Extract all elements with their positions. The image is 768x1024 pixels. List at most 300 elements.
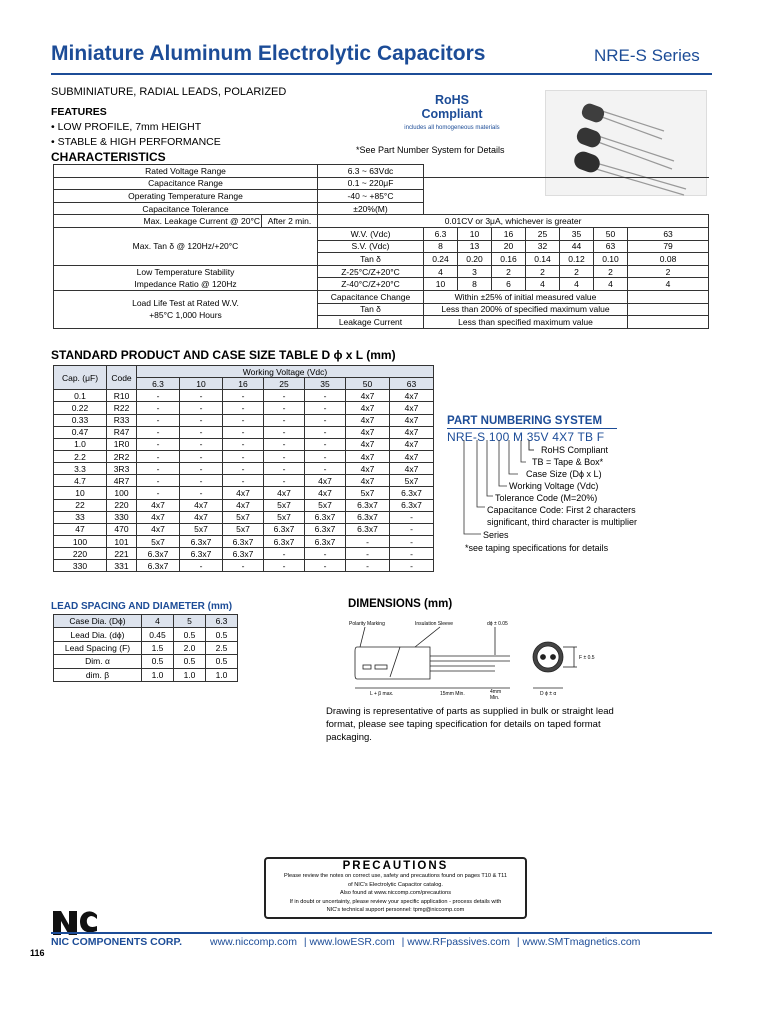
table-cell: -: [390, 511, 434, 523]
table-row: [54, 615, 238, 628]
table-cell: -: [180, 487, 223, 499]
table-cell: Capacitance Change: [318, 290, 424, 303]
standard-product-table: [53, 365, 434, 572]
table-row: [54, 487, 434, 499]
table-cell: dim. β: [54, 668, 142, 681]
table-cell: -: [264, 475, 305, 487]
voltage-header: 6.3: [137, 378, 180, 390]
table-cell: R33: [107, 414, 137, 426]
table-cell: 4x7: [390, 402, 434, 414]
table-cell: 6.3x7: [390, 487, 434, 499]
table-cell: Lead Dia. (dϕ): [54, 628, 142, 641]
table-cell: -: [180, 438, 223, 450]
table-cell: 2.0: [174, 641, 206, 654]
table-cell: 5x7: [346, 487, 390, 499]
table-row: [54, 668, 238, 681]
pn-label-packaging: TB = Tape & Box*: [532, 457, 604, 467]
table-cell: 0.24: [424, 253, 458, 266]
capacitor-body: [355, 647, 430, 679]
label-4mm-min: Min.: [490, 695, 500, 701]
table-cell: 2R2: [107, 450, 137, 462]
table-cell: 5x7: [223, 523, 264, 535]
table-row: [54, 641, 238, 654]
feature-item: • STABLE & HIGH PERFORMANCE: [51, 136, 221, 148]
table-cell: 35: [560, 227, 594, 240]
spec-label: Capacitance Range: [54, 177, 318, 190]
standard-table-heading: STANDARD PRODUCT AND CASE SIZE TABLE D ϕ x L (mm): [51, 348, 396, 362]
spec-value: 6.3 ~ 63Vdc: [318, 165, 424, 178]
table-cell: 330: [54, 560, 107, 572]
table-cell: 0.33: [54, 414, 107, 426]
table-cell: 63: [594, 240, 628, 253]
table-cell: -: [180, 475, 223, 487]
table-cell: Leakage Current: [318, 316, 424, 329]
voltage-header: 50: [346, 378, 390, 390]
table-row: [54, 290, 709, 303]
table-cell: 8: [424, 240, 458, 253]
label-lead-dia: dϕ ± 0.05: [487, 621, 508, 627]
table-cell: 5x7: [264, 499, 305, 511]
table-cell: 4x7: [346, 463, 390, 475]
table-cell: 4: [142, 615, 174, 628]
table-row: [54, 450, 434, 462]
table-cell: 4x7: [346, 414, 390, 426]
dimensions-note: Drawing is representative of parts as supplied in bulk or straight lead format, please see taping specification for details on taped format packaging.: [326, 706, 614, 743]
table-cell: 0.08: [628, 253, 709, 266]
table-cell: -: [305, 450, 346, 462]
table-cell: 4x7: [137, 511, 180, 523]
table-cell: 22: [54, 499, 107, 511]
table-cell: 6.3x7: [137, 548, 180, 560]
spec-label: Max. Leakage Current @ 20°C: [54, 215, 262, 228]
part-numbering-heading: PART NUMBERING SYSTEM: [447, 415, 603, 427]
table-cell: 4x7: [346, 426, 390, 438]
table-cell: 4.7: [54, 475, 107, 487]
table-cell: 6.3x7: [346, 523, 390, 535]
table-cell: Case Dia. (Dϕ): [54, 615, 142, 628]
table-cell: -: [305, 390, 346, 402]
spec-label: [54, 290, 318, 328]
pn-label-voltage: Working Voltage (Vdc): [509, 481, 599, 491]
table-cell: 4: [526, 278, 560, 291]
table-cell: -: [223, 450, 264, 462]
pn-label-case-size: Case Size (Dϕ x L): [526, 469, 602, 479]
pn-note: *see taping specifications for details: [465, 543, 609, 553]
characteristics-heading: CHARACTERISTICS: [51, 150, 166, 164]
pn-label-rohs: RoHS Compliant: [541, 445, 609, 455]
subtitle: SUBMINIATURE, RADIAL LEADS, POLARIZED: [51, 86, 287, 98]
table-cell: -: [137, 438, 180, 450]
spec-label-line: Impedance Ratio @ 120Hz: [134, 278, 237, 289]
table-cell: 79: [628, 240, 709, 253]
table-cell: [628, 316, 709, 329]
table-cell: Tan δ: [318, 253, 424, 266]
precautions-box: [264, 857, 527, 919]
table-cell: Z-40°C/Z+20°C: [318, 278, 424, 291]
table-row: [54, 499, 434, 511]
table-cell: -: [264, 548, 305, 560]
table-cell: 0.5: [174, 628, 206, 641]
table-row: [54, 202, 709, 215]
table-cell: 4: [594, 278, 628, 291]
table-cell: 25: [526, 227, 560, 240]
table-cell: S.V. (Vdc): [318, 240, 424, 253]
table-cell: 4x7: [346, 402, 390, 414]
pn-label-capacitance: Capacitance Code: First 2 characters: [487, 505, 636, 515]
table-cell: -: [137, 475, 180, 487]
table-cell: 6: [492, 278, 526, 291]
link-smtmagnetics[interactable]: | www.SMTmagnetics.com: [516, 936, 641, 948]
table-cell: 4x7: [346, 438, 390, 450]
table-cell: 6.3x7: [180, 548, 223, 560]
table-cell: 6.3x7: [305, 523, 346, 535]
table-cell: -: [223, 560, 264, 572]
voltage-header: 25: [264, 378, 305, 390]
table-cell: -: [346, 535, 390, 547]
pn-label-series: Series: [483, 530, 509, 540]
dimension-drawing: [345, 615, 595, 705]
table-cell: 0.5: [206, 655, 238, 668]
precautions-line: of NIC's Electrolytic Capacitor catalog.: [348, 881, 443, 888]
table-cell: -: [137, 426, 180, 438]
spec-label: Capacitance Tolerance: [54, 202, 318, 215]
table-cell: 6.3x7: [223, 548, 264, 560]
lead-spacing-heading: LEAD SPACING AND DIAMETER (mm): [51, 601, 233, 612]
table-cell: 331: [107, 560, 137, 572]
table-row: [54, 438, 434, 450]
table-cell: 47: [54, 523, 107, 535]
label-15mm: 15mm Min.: [440, 691, 465, 697]
table-cell: 4: [560, 278, 594, 291]
table-cell: 10: [424, 278, 458, 291]
table-cell: 5x7: [137, 535, 180, 547]
table-cell: -: [180, 414, 223, 426]
table-cell: 6.3x7: [137, 560, 180, 572]
table-cell: -: [264, 560, 305, 572]
table-cell: -: [137, 487, 180, 499]
table-cell: 2: [560, 265, 594, 278]
company-name: NIC COMPONENTS CORP.: [51, 936, 183, 948]
table-header-row: [54, 366, 434, 378]
table-cell: -: [180, 450, 223, 462]
spec-label-line: +85°C 1,000 Hours: [149, 310, 222, 321]
spec-label: After 2 min.: [262, 215, 318, 228]
table-cell: -: [390, 523, 434, 535]
precautions-title: PRECAUTIONS: [342, 860, 449, 872]
table-cell: 63: [628, 227, 709, 240]
table-cell: 0.14: [526, 253, 560, 266]
table-cell: 5: [174, 615, 206, 628]
table-cell: 13: [458, 240, 492, 253]
table-cell: 1.0: [206, 668, 238, 681]
table-cell: 5x7: [264, 511, 305, 523]
table-cell: 3R3: [107, 463, 137, 475]
table-cell: 220: [54, 548, 107, 560]
table-cell: 3: [458, 265, 492, 278]
link-rfpassives[interactable]: | www.RFpassives.com: [401, 936, 510, 948]
table-row: [54, 655, 238, 668]
spec-value: -40 ~ +85°C: [318, 190, 424, 203]
table-cell: 6.3x7: [390, 499, 434, 511]
feature-item: • LOW PROFILE, 7mm HEIGHT: [51, 121, 202, 133]
rohs-line2: Compliant: [421, 107, 483, 121]
table-cell: R10: [107, 390, 137, 402]
wv-header: Working Voltage (Vdc): [137, 366, 434, 378]
table-cell: Z-25°C/Z+20°C: [318, 265, 424, 278]
table-cell: 0.5: [206, 628, 238, 641]
table-cell: -: [180, 390, 223, 402]
table-row: [54, 511, 434, 523]
table-row: [54, 535, 434, 547]
rohs-note: *See Part Number System for Details: [356, 145, 505, 155]
table-cell: 4: [628, 278, 709, 291]
table-cell: 6.3: [206, 615, 238, 628]
table-row: [54, 402, 434, 414]
table-row: [54, 215, 709, 228]
table-cell: 4: [424, 265, 458, 278]
table-cell: 44: [560, 240, 594, 253]
table-cell: 1.0: [54, 438, 107, 450]
table-cell: 6.3: [424, 227, 458, 240]
table-cell: Within ±25% of initial measured value: [424, 290, 628, 303]
table-cell: R22: [107, 402, 137, 414]
table-cell: 6.3x7: [305, 535, 346, 547]
table-cell: 3.3: [54, 463, 107, 475]
precautions-line: Also found at www.niccomp.com/precautions: [340, 890, 451, 897]
table-cell: -: [137, 390, 180, 402]
table-cell: -: [264, 390, 305, 402]
table-cell: 32: [526, 240, 560, 253]
voltage-header: 63: [390, 378, 434, 390]
table-cell: -: [223, 390, 264, 402]
table-cell: W.V. (Vdc): [318, 227, 424, 240]
pn-label-tolerance: Tolerance Code (M=20%): [495, 493, 598, 503]
table-cell: [628, 303, 709, 316]
table-cell: 0.22: [54, 402, 107, 414]
spec-label: Max. Tan δ @ 120Hz/+20°C: [54, 227, 318, 265]
table-cell: 2: [492, 265, 526, 278]
table-cell: Dim. α: [54, 655, 142, 668]
table-cell: Tan δ: [318, 303, 424, 316]
table-cell: 6.3x7: [305, 511, 346, 523]
table-cell: 5x7: [223, 511, 264, 523]
table-cell: -: [264, 402, 305, 414]
table-cell: -: [305, 548, 346, 560]
table-cell: -: [305, 438, 346, 450]
table-cell: 100: [107, 487, 137, 499]
table-row: [54, 165, 709, 178]
footer-links: [210, 936, 644, 948]
table-cell: -: [264, 450, 305, 462]
table-cell: 0.20: [458, 253, 492, 266]
table-cell: Lead Spacing (F): [54, 641, 142, 654]
table-cell: 5x7: [390, 475, 434, 487]
table-cell: 4x7: [390, 450, 434, 462]
table-cell: 4x7: [390, 390, 434, 402]
table-cell: 5x7: [305, 499, 346, 511]
lead-spacing-body: [54, 615, 238, 682]
table-row: [54, 548, 434, 560]
table-cell: 6.3x7: [264, 523, 305, 535]
table-cell: -: [305, 560, 346, 572]
table-cell: 2.5: [206, 641, 238, 654]
table-cell: 4x7: [305, 475, 346, 487]
rohs-badge: [372, 93, 532, 135]
table-cell: -: [305, 463, 346, 475]
table-cell: 6.3x7: [180, 535, 223, 547]
link-niccomp[interactable]: www.niccomp.com: [210, 936, 297, 948]
table-cell: -: [390, 548, 434, 560]
table-cell: 2: [526, 265, 560, 278]
part-number-example: NRE-S 100 M 35V 4X7 TB F: [447, 430, 605, 444]
table-cell: 0.1: [54, 390, 107, 402]
table-cell: 220: [107, 499, 137, 511]
table-cell: -: [264, 463, 305, 475]
series-name: NRE-S Series: [594, 46, 700, 65]
table-cell: 101: [107, 535, 137, 547]
dimensions-heading: DIMENSIONS (mm): [348, 598, 453, 610]
table-cell: 4x7: [137, 499, 180, 511]
voltage-header: 10: [180, 378, 223, 390]
label-d: D ϕ ± α: [540, 691, 557, 697]
page-title: Miniature Aluminum Electrolytic Capacitors: [51, 42, 486, 65]
table-cell: -: [223, 463, 264, 475]
label-f: F ± 0.5: [579, 655, 595, 661]
table-cell: 1.5: [142, 641, 174, 654]
standard-table-body: [54, 390, 434, 572]
voltage-header: 16: [223, 378, 264, 390]
table-cell: 2: [628, 265, 709, 278]
label-polarity: Polarity Marking: [349, 621, 385, 627]
table-row: [54, 177, 709, 190]
table-cell: [628, 290, 709, 303]
table-row: [54, 628, 238, 641]
table-cell: 4x7: [180, 511, 223, 523]
table-row: [54, 463, 434, 475]
label-4mm: 4mm: [490, 689, 502, 695]
table-cell: -: [137, 450, 180, 462]
table-cell: 16: [492, 227, 526, 240]
spec-label-line: Load Life Test at Rated W.V.: [132, 298, 239, 309]
table-cell: 100: [54, 535, 107, 547]
table-row: [54, 265, 709, 278]
spec-label-line: Low Temperature Stability: [136, 266, 235, 277]
table-row: [54, 560, 434, 572]
table-cell: R47: [107, 426, 137, 438]
table-cell: -: [223, 414, 264, 426]
table-cell: -: [180, 560, 223, 572]
table-cell: -: [180, 402, 223, 414]
table-cell: -: [346, 560, 390, 572]
lead-spacing-table: [53, 614, 238, 682]
footer-rule: [51, 932, 712, 934]
header-rule: [51, 73, 712, 75]
table-row: [54, 523, 434, 535]
rohs-line1: RoHS: [434, 93, 470, 107]
table-cell: 4x7: [390, 438, 434, 450]
table-cell: 20: [492, 240, 526, 253]
label-l: L + β max.: [370, 691, 394, 697]
table-cell: Less than specified maximum value: [424, 316, 628, 329]
table-cell: -: [223, 426, 264, 438]
precautions-line: If in doubt or uncertainty, please review your specific application - process details with: [289, 898, 502, 905]
table-cell: 221: [107, 548, 137, 560]
table-cell: 4x7: [180, 499, 223, 511]
rohs-line3: includes all homogeneous materials: [404, 125, 500, 131]
table-cell: -: [305, 402, 346, 414]
features-heading: FEATURES: [51, 106, 107, 118]
table-cell: 330: [107, 511, 137, 523]
table-cell: -: [180, 426, 223, 438]
table-cell: -: [305, 426, 346, 438]
table-cell: 2.2: [54, 450, 107, 462]
pn-label-capacitance-2: significant, third character is multiplier: [487, 517, 638, 527]
table-cell: 2: [594, 265, 628, 278]
table-cell: Less than 200% of specified maximum value: [424, 303, 628, 316]
page-number: 116: [30, 948, 45, 958]
table-cell: 470: [107, 523, 137, 535]
table-cell: 0.16: [492, 253, 526, 266]
link-lowesr[interactable]: | www.lowESR.com: [303, 936, 395, 948]
table-cell: -: [346, 548, 390, 560]
table-cell: -: [390, 560, 434, 572]
table-cell: -: [264, 426, 305, 438]
table-cell: 0.10: [594, 253, 628, 266]
table-cell: 0.5: [174, 655, 206, 668]
table-cell: 6.3x7: [264, 535, 305, 547]
table-cell: 6.3x7: [223, 535, 264, 547]
table-row: [54, 227, 709, 240]
spec-value: 0.1 ~ 220μF: [318, 177, 424, 190]
table-cell: 4x7: [264, 487, 305, 499]
spec-label: Rated Voltage Range: [54, 165, 318, 178]
label-sleeve: Insulation Sleeve: [415, 621, 454, 627]
table-cell: -: [223, 402, 264, 414]
table-row: [54, 390, 434, 402]
spec-label: Operating Temperature Range: [54, 190, 318, 203]
table-row: [54, 475, 434, 487]
table-cell: 10: [458, 227, 492, 240]
table-cell: 50: [594, 227, 628, 240]
table-cell: 33: [54, 511, 107, 523]
table-cell: 8: [458, 278, 492, 291]
table-cell: 4x7: [305, 487, 346, 499]
table-cell: 10: [54, 487, 107, 499]
part-numbering-rule: [447, 428, 617, 429]
table-cell: 4x7: [223, 487, 264, 499]
table-cell: -: [180, 463, 223, 475]
table-cell: -: [137, 414, 180, 426]
table-cell: -: [264, 438, 305, 450]
table-cell: -: [137, 402, 180, 414]
table-cell: -: [223, 475, 264, 487]
precautions-line: NIC's technical support personnel: tpmg@niccomp.com: [326, 907, 465, 914]
table-cell: 4R7: [107, 475, 137, 487]
table-cell: -: [264, 414, 305, 426]
characteristics-table: [53, 164, 709, 329]
table-cell: 6.3x7: [346, 511, 390, 523]
table-cell: 1R0: [107, 438, 137, 450]
table-cell: -: [137, 463, 180, 475]
table-cell: -: [223, 438, 264, 450]
table-cell: 4x7: [390, 414, 434, 426]
table-cell: 4x7: [390, 463, 434, 475]
table-cell: 6.3x7: [346, 499, 390, 511]
table-cell: 5x7: [180, 523, 223, 535]
table-cell: 4x7: [346, 390, 390, 402]
code-header: Code: [107, 366, 137, 390]
precautions-line: Please review the notes on correct use, safety and precautions found on pages T10 & T11: [284, 873, 507, 879]
